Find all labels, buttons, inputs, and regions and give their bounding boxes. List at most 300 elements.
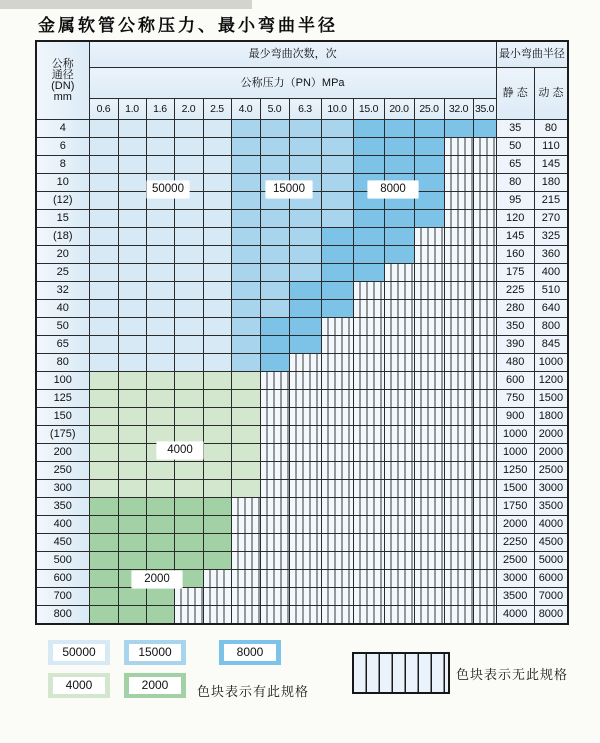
dn-cell: 500 bbox=[36, 552, 89, 570]
dynamic-value-cell: 360 bbox=[534, 246, 568, 264]
no-spec-cell bbox=[231, 498, 260, 516]
spec-cell bbox=[118, 318, 146, 336]
spec-cell bbox=[203, 516, 231, 534]
spec-cell bbox=[231, 156, 260, 174]
spec-cell bbox=[203, 408, 231, 426]
spec-cell bbox=[89, 210, 118, 228]
spec-cell bbox=[289, 156, 321, 174]
pressure-tick: 5.0 bbox=[260, 99, 289, 120]
no-spec-cell bbox=[384, 516, 414, 534]
no-spec-cell bbox=[444, 210, 473, 228]
no-spec-cell bbox=[321, 606, 353, 625]
no-spec-cell bbox=[444, 372, 473, 390]
spec-cell bbox=[353, 156, 384, 174]
no-spec-cell bbox=[444, 156, 473, 174]
static-value-cell: 1250 bbox=[496, 462, 534, 480]
no-spec-cell bbox=[353, 444, 384, 462]
spec-cell bbox=[146, 462, 174, 480]
spec-cell bbox=[231, 372, 260, 390]
spec-cell bbox=[260, 336, 289, 354]
dn-cell: 125 bbox=[36, 390, 89, 408]
spec-cell bbox=[231, 426, 260, 444]
no-spec-cell bbox=[260, 552, 289, 570]
spec-cell bbox=[174, 498, 203, 516]
dynamic-value-cell: 2000 bbox=[534, 444, 568, 462]
legend-chip-label: 2000 bbox=[129, 677, 181, 694]
header-row-1 bbox=[36, 41, 568, 68]
no-spec-cell bbox=[321, 390, 353, 408]
spec-cell bbox=[174, 300, 203, 318]
spec-cell bbox=[260, 318, 289, 336]
dn-cell: 10 bbox=[36, 174, 89, 192]
dn-cell: 600 bbox=[36, 570, 89, 588]
no-spec-cell bbox=[473, 228, 496, 246]
no-spec-cell bbox=[473, 498, 496, 516]
no-spec-cell bbox=[414, 588, 444, 606]
spec-cell bbox=[384, 210, 414, 228]
spec-cell bbox=[89, 192, 118, 210]
pressure-tick: 35.0 bbox=[473, 99, 496, 120]
no-spec-cell bbox=[384, 534, 414, 552]
dynamic-value-cell: 800 bbox=[534, 318, 568, 336]
spec-cell bbox=[174, 480, 203, 498]
spec-cell bbox=[260, 210, 289, 228]
pressure-tick: 20.0 bbox=[384, 99, 414, 120]
dn-cell: 65 bbox=[36, 336, 89, 354]
header-row-2 bbox=[36, 68, 568, 99]
no-spec-cell bbox=[260, 570, 289, 588]
spec-cell bbox=[203, 138, 231, 156]
no-spec-cell bbox=[289, 408, 321, 426]
spec-cell bbox=[174, 552, 203, 570]
static-value-cell: 3500 bbox=[496, 588, 534, 606]
no-spec-cell bbox=[444, 588, 473, 606]
no-spec-cell bbox=[289, 480, 321, 498]
no-spec-cell bbox=[289, 516, 321, 534]
dn-cell: 8 bbox=[36, 156, 89, 174]
spec-cell bbox=[89, 228, 118, 246]
no-spec-cell bbox=[414, 534, 444, 552]
spec-cell bbox=[203, 300, 231, 318]
spec-cell bbox=[384, 138, 414, 156]
spec-cell bbox=[203, 210, 231, 228]
spec-cell bbox=[174, 228, 203, 246]
spec-cell bbox=[321, 174, 353, 192]
dynamic-value-cell: 8000 bbox=[534, 606, 568, 625]
dynamic-value-cell: 1000 bbox=[534, 354, 568, 372]
dynamic-value-cell: 3500 bbox=[534, 498, 568, 516]
spec-cell bbox=[203, 444, 231, 462]
static-value-cell: 1750 bbox=[496, 498, 534, 516]
pressure-tick: 1.6 bbox=[146, 99, 174, 120]
spec-cell bbox=[289, 264, 321, 282]
no-spec-cell bbox=[444, 138, 473, 156]
spec-cell bbox=[118, 282, 146, 300]
no-spec-cell bbox=[321, 426, 353, 444]
no-spec-cell bbox=[321, 588, 353, 606]
spec-cell bbox=[118, 192, 146, 210]
no-spec-cell bbox=[473, 156, 496, 174]
legend-chip bbox=[124, 673, 186, 698]
no-spec-cell bbox=[384, 498, 414, 516]
dynamic-value-cell: 5000 bbox=[534, 552, 568, 570]
no-spec-cell bbox=[260, 480, 289, 498]
spec-cell bbox=[384, 246, 414, 264]
spec-cell bbox=[89, 390, 118, 408]
spec-cell bbox=[118, 534, 146, 552]
static-value-cell: 280 bbox=[496, 300, 534, 318]
spec-cell bbox=[203, 228, 231, 246]
spec-cell bbox=[384, 156, 414, 174]
spec-cell bbox=[289, 336, 321, 354]
spec-cell bbox=[146, 282, 174, 300]
spec-cell bbox=[174, 120, 203, 138]
spec-cell bbox=[146, 120, 174, 138]
table-row bbox=[36, 570, 568, 588]
table-row bbox=[36, 354, 568, 372]
spec-cell bbox=[321, 300, 353, 318]
spec-cell bbox=[174, 462, 203, 480]
no-spec-cell bbox=[321, 480, 353, 498]
spec-cell bbox=[289, 318, 321, 336]
spec-cell bbox=[353, 138, 384, 156]
no-spec-cell bbox=[473, 138, 496, 156]
spec-cell bbox=[231, 228, 260, 246]
no-spec-cell bbox=[384, 282, 414, 300]
no-spec-cell bbox=[353, 336, 384, 354]
spec-cell bbox=[203, 120, 231, 138]
table-row bbox=[36, 282, 568, 300]
no-spec-cell bbox=[414, 336, 444, 354]
no-spec-cell bbox=[473, 570, 496, 588]
no-spec-cell bbox=[473, 264, 496, 282]
dynamic-value-cell: 4000 bbox=[534, 516, 568, 534]
no-spec-cell bbox=[414, 228, 444, 246]
no-spec-cell bbox=[414, 390, 444, 408]
no-spec-cell bbox=[231, 606, 260, 625]
spec-cell bbox=[414, 210, 444, 228]
no-spec-cell bbox=[444, 246, 473, 264]
table-row bbox=[36, 318, 568, 336]
legend-chip-label: 15000 bbox=[129, 644, 181, 661]
spec-cell bbox=[118, 264, 146, 282]
no-spec-cell bbox=[384, 318, 414, 336]
spec-cell bbox=[260, 264, 289, 282]
spec-cell bbox=[118, 480, 146, 498]
spec-cell bbox=[146, 498, 174, 516]
spec-cell bbox=[146, 318, 174, 336]
no-spec-cell bbox=[384, 444, 414, 462]
spec-cell bbox=[260, 156, 289, 174]
spec-cell bbox=[118, 462, 146, 480]
spec-cell bbox=[146, 210, 174, 228]
spec-cell bbox=[146, 390, 174, 408]
dn-cell: 800 bbox=[36, 606, 89, 625]
spec-cell bbox=[203, 336, 231, 354]
dynamic-value-cell: 215 bbox=[534, 192, 568, 210]
spec-cell bbox=[146, 408, 174, 426]
dynamic-value-cell: 1500 bbox=[534, 390, 568, 408]
dn-cell: (18) bbox=[36, 228, 89, 246]
no-spec-cell bbox=[444, 498, 473, 516]
spec-cell bbox=[353, 264, 384, 282]
spec-cell bbox=[118, 372, 146, 390]
spec-cell bbox=[414, 174, 444, 192]
dn-cell: 25 bbox=[36, 264, 89, 282]
dn-cell: 250 bbox=[36, 462, 89, 480]
dn-cell: 350 bbox=[36, 498, 89, 516]
spec-cell bbox=[89, 588, 118, 606]
no-spec-cell bbox=[384, 588, 414, 606]
dynamic-value-cell: 1200 bbox=[534, 372, 568, 390]
spec-cell bbox=[146, 552, 174, 570]
pressure-tick: 1.0 bbox=[118, 99, 146, 120]
has-spec-label: 色块表示有此规格 bbox=[197, 684, 310, 699]
no-spec-cell bbox=[321, 462, 353, 480]
no-spec-cell bbox=[260, 534, 289, 552]
no-spec-cell bbox=[353, 462, 384, 480]
static-value-cell: 1000 bbox=[496, 426, 534, 444]
spec-cell bbox=[118, 300, 146, 318]
table-row bbox=[36, 210, 568, 228]
spec-table bbox=[35, 40, 569, 625]
no-spec-cell bbox=[289, 570, 321, 588]
no-spec-cell bbox=[260, 498, 289, 516]
spec-cell bbox=[146, 336, 174, 354]
no-spec-cell bbox=[414, 354, 444, 372]
static-value-cell: 600 bbox=[496, 372, 534, 390]
pressure-tick: 0.6 bbox=[89, 99, 118, 120]
no-spec-cell bbox=[260, 444, 289, 462]
dynamic-value-cell: 2000 bbox=[534, 426, 568, 444]
no-spec-cell bbox=[414, 426, 444, 444]
dn-header-line: (DN) bbox=[51, 79, 75, 92]
spec-cell bbox=[174, 426, 203, 444]
no-spec-cell bbox=[384, 390, 414, 408]
spec-cell bbox=[231, 138, 260, 156]
dynamic-value-cell: 1800 bbox=[534, 408, 568, 426]
no-spec-cell bbox=[353, 300, 384, 318]
spec-cell bbox=[289, 300, 321, 318]
spec-cell bbox=[174, 138, 203, 156]
no-spec-cell bbox=[384, 606, 414, 625]
spec-cell bbox=[118, 408, 146, 426]
legend-chip bbox=[48, 673, 110, 698]
dynamic-header-cell: 动 态 bbox=[534, 68, 568, 120]
spec-cell bbox=[384, 228, 414, 246]
dn-cell: 40 bbox=[36, 300, 89, 318]
spec-cell bbox=[118, 354, 146, 372]
spec-cell bbox=[289, 246, 321, 264]
no-spec-cell bbox=[384, 426, 414, 444]
legend-chip bbox=[124, 640, 186, 665]
spec-cell bbox=[203, 318, 231, 336]
spec-cell bbox=[321, 120, 353, 138]
cycle-count-label: 2000 bbox=[132, 571, 182, 588]
spec-cell bbox=[174, 534, 203, 552]
spec-cell bbox=[89, 264, 118, 282]
no-spec-cell bbox=[414, 462, 444, 480]
pressure-tick: 32.0 bbox=[444, 99, 473, 120]
dn-cell: 300 bbox=[36, 480, 89, 498]
spec-cell bbox=[414, 120, 444, 138]
spec-cell bbox=[89, 480, 118, 498]
spec-cell bbox=[384, 120, 414, 138]
table-row bbox=[36, 480, 568, 498]
pressure-tick: 2.5 bbox=[203, 99, 231, 120]
no-spec-cell bbox=[321, 444, 353, 462]
no-spec-cell bbox=[231, 516, 260, 534]
legend-chip-label: 50000 bbox=[53, 644, 105, 661]
dynamic-value-cell: 80 bbox=[534, 120, 568, 138]
spec-cell bbox=[231, 120, 260, 138]
cycle-count-label: 8000 bbox=[368, 181, 418, 198]
dn-cell: 100 bbox=[36, 372, 89, 390]
spec-cell bbox=[118, 120, 146, 138]
no-spec-cell bbox=[473, 174, 496, 192]
spec-cell bbox=[203, 174, 231, 192]
spec-cell bbox=[118, 228, 146, 246]
pressure-tick: 10.0 bbox=[321, 99, 353, 120]
pressure-tick: 6.3 bbox=[289, 99, 321, 120]
spec-cell bbox=[89, 156, 118, 174]
spec-cell bbox=[203, 264, 231, 282]
no-spec-cell bbox=[384, 462, 414, 480]
static-value-cell: 145 bbox=[496, 228, 534, 246]
legend-chip bbox=[48, 640, 110, 665]
no-spec-cell bbox=[321, 354, 353, 372]
spec-cell bbox=[321, 156, 353, 174]
no-spec-cell bbox=[414, 264, 444, 282]
no-spec-cell bbox=[260, 462, 289, 480]
table-row bbox=[36, 462, 568, 480]
static-value-cell: 4000 bbox=[496, 606, 534, 625]
spec-cell bbox=[89, 606, 118, 625]
no-spec-cell bbox=[260, 588, 289, 606]
dn-cell: (175) bbox=[36, 426, 89, 444]
static-value-cell: 35 bbox=[496, 120, 534, 138]
dn-cell: 80 bbox=[36, 354, 89, 372]
spec-cell bbox=[260, 282, 289, 300]
no-spec-cell bbox=[473, 408, 496, 426]
static-value-cell: 1000 bbox=[496, 444, 534, 462]
spec-cell bbox=[146, 372, 174, 390]
no-spec-cell bbox=[414, 552, 444, 570]
cycle-count-label: 4000 bbox=[157, 442, 203, 459]
legend-chip bbox=[219, 640, 281, 665]
spec-cell bbox=[231, 462, 260, 480]
dynamic-value-cell: 7000 bbox=[534, 588, 568, 606]
spec-cell bbox=[353, 210, 384, 228]
no-spec-cell bbox=[444, 228, 473, 246]
no-spec-cell bbox=[444, 300, 473, 318]
spec-cell bbox=[414, 138, 444, 156]
pressure-tick: 2.0 bbox=[174, 99, 203, 120]
no-spec-label: 色块表示无此规格 bbox=[456, 667, 569, 682]
no-spec-cell bbox=[289, 390, 321, 408]
no-spec-cell bbox=[414, 570, 444, 588]
dn-cell: (12) bbox=[36, 192, 89, 210]
no-spec-cell bbox=[473, 462, 496, 480]
no-spec-cell bbox=[231, 552, 260, 570]
spec-cell bbox=[118, 552, 146, 570]
spec-cell bbox=[118, 426, 146, 444]
dynamic-value-cell: 2500 bbox=[534, 462, 568, 480]
no-spec-cell bbox=[473, 552, 496, 570]
no-spec-cell bbox=[444, 174, 473, 192]
spec-cell bbox=[289, 210, 321, 228]
table-row bbox=[36, 408, 568, 426]
dn-cell: 200 bbox=[36, 444, 89, 462]
spec-cell bbox=[118, 498, 146, 516]
no-spec-cell bbox=[444, 606, 473, 625]
no-spec-cell bbox=[384, 480, 414, 498]
spec-cell bbox=[414, 156, 444, 174]
spec-cell bbox=[203, 534, 231, 552]
table-row bbox=[36, 552, 568, 570]
table-row bbox=[36, 516, 568, 534]
no-spec-cell bbox=[260, 516, 289, 534]
no-spec-cell bbox=[321, 498, 353, 516]
spec-cell bbox=[146, 354, 174, 372]
no-spec-cell bbox=[384, 354, 414, 372]
no-spec-cell bbox=[321, 408, 353, 426]
static-value-cell: 95 bbox=[496, 192, 534, 210]
spec-cell bbox=[89, 552, 118, 570]
spec-cell bbox=[89, 570, 118, 588]
no-spec-cell bbox=[321, 552, 353, 570]
spec-cell bbox=[118, 246, 146, 264]
no-spec-cell bbox=[353, 354, 384, 372]
dn-cell: 150 bbox=[36, 408, 89, 426]
spec-cell bbox=[89, 426, 118, 444]
table-row bbox=[36, 156, 568, 174]
no-spec-cell bbox=[444, 552, 473, 570]
no-spec-cell bbox=[321, 570, 353, 588]
spec-cell bbox=[146, 264, 174, 282]
static-value-cell: 225 bbox=[496, 282, 534, 300]
page-title: 金属软管公称压力、最小弯曲半径 bbox=[38, 16, 338, 36]
static-value-cell: 175 bbox=[496, 264, 534, 282]
no-spec-cell bbox=[353, 552, 384, 570]
no-spec-cell bbox=[414, 246, 444, 264]
spec-cell bbox=[174, 408, 203, 426]
table-row bbox=[36, 498, 568, 516]
no-spec-cell bbox=[384, 336, 414, 354]
no-spec-cell bbox=[473, 318, 496, 336]
table-row bbox=[36, 120, 568, 138]
table-row bbox=[36, 300, 568, 318]
pressure-values-row bbox=[36, 99, 568, 120]
no-spec-cell bbox=[444, 516, 473, 534]
no-spec-cell bbox=[444, 264, 473, 282]
static-value-cell: 900 bbox=[496, 408, 534, 426]
no-spec-cell bbox=[473, 210, 496, 228]
no-spec-cell bbox=[353, 426, 384, 444]
table-row bbox=[36, 336, 568, 354]
table-row bbox=[36, 246, 568, 264]
spec-cell bbox=[174, 390, 203, 408]
no-spec-cell bbox=[414, 480, 444, 498]
spec-cell bbox=[321, 282, 353, 300]
spec-cell bbox=[231, 390, 260, 408]
static-value-cell: 50 bbox=[496, 138, 534, 156]
no-spec-cell bbox=[289, 354, 321, 372]
no-spec-cell bbox=[414, 498, 444, 516]
no-spec-cell bbox=[353, 390, 384, 408]
spec-cell bbox=[89, 498, 118, 516]
spec-cell bbox=[118, 390, 146, 408]
